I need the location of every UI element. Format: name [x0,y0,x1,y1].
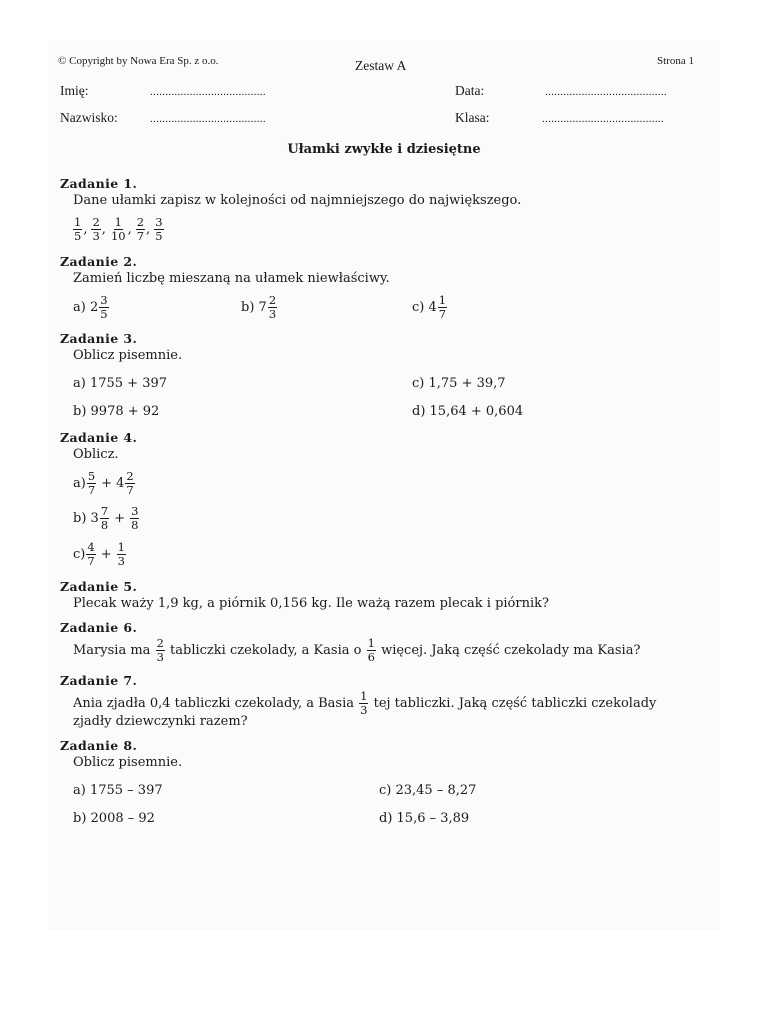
class-field[interactable]: ........................................ [542,113,664,125]
date-field[interactable]: ........................................ [545,86,667,98]
fraction: $\frac{1}{3}$ [117,540,125,568]
fraction: $\frac{5}{7}$ [87,469,96,497]
task-3-item-a: a) 1755 + 397 [73,376,168,391]
fraction: $\frac{3}{5}$ [155,215,163,243]
task-8-item-a: a) 1755 – 397 [73,783,163,798]
first-name-field[interactable]: ...................................... [150,86,266,98]
fraction: $\frac{1}{3}$ [360,689,368,717]
surname-field[interactable]: ...................................... [150,113,266,125]
task-1-heading: Zadanie 1. [60,176,138,191]
fraction: $\frac{4}{7}$ [87,540,95,568]
task-1-instruction: Dane ułamki zapisz w kolejności od najmniejszego do największego. [73,193,522,208]
task-2-item-a: a) 2 $\frac{3}{5}$ [73,293,108,321]
task-8-heading: Zadanie 8. [60,738,138,753]
surname-label: Nazwisko: [60,110,118,125]
set-name: Zestaw A [355,58,407,73]
task-7-heading: Zadanie 7. [60,673,138,688]
task-7-text: Ania zjadła 0,4 tabliczki czekolady, a Basia $\frac{1}{3}$ tej tabliczki. Jaką część tabliczki czekolady [73,689,657,717]
page-number: Strona 1 [657,55,694,67]
task-4-heading: Zadanie 4. [60,430,138,445]
fraction: $\frac{2}{3}$ [156,636,164,664]
task-5-heading: Zadanie 5. [60,579,138,594]
fraction: $\frac{3}{5}$ [100,293,108,321]
task-8-item-d: d) 15,6 – 3,89 [379,811,470,826]
fraction: $\frac{3}{8}$ [131,504,139,532]
task-5-text: Plecak waży 1,9 kg, a piórnik 0,156 kg. Ile ważą razem plecak i piórnik? [73,596,549,611]
task-6-text: Marysia ma $\frac{2}{3}$ tabliczki czekolady, a Kasia o $\frac{1}{6}$ więcej. Jaką część czekolady ma Kasia? [73,636,641,664]
fraction: $\frac{1}{6}$ [367,636,375,664]
task-2-item-b: b) 7 $\frac{2}{3}$ [241,293,277,321]
task-3-item-d: d) 15,64 + 0,604 [412,404,524,419]
task-6-heading: Zadanie 6. [60,620,138,635]
fraction: $\frac{1}{10}$ [110,215,126,243]
task-2-instruction: Zamień liczbę mieszaną na ułamek niewłaściwy. [73,271,390,286]
task-8-item-b: b) 2008 – 92 [73,811,155,826]
fraction: $\frac{2}{7}$ [126,469,134,497]
date-label: Data: [455,83,485,98]
task-4-instruction: Oblicz. [73,447,119,462]
fraction: $\frac{2}{3}$ [92,215,100,243]
task-3-heading: Zadanie 3. [60,331,138,346]
task-2-item-c: c) 4 $\frac{1}{7}$ [412,293,447,321]
class-label: Klasa: [455,110,490,125]
task-2-heading: Zadanie 2. [60,254,138,269]
task-1-fraction-list: $\frac{1}{5}$ , $\frac{2}{3}$ , $\frac{1}{10}$ , $\frac{2}{7}$ , $\frac{3}{5}$ [74,215,163,243]
task-4-item-a: a) $\frac{5}{7}$ + 4 $\frac{2}{7}$ [73,469,134,497]
task-8-instruction: Oblicz pisemnie. [73,755,183,770]
task-3-item-b: b) 9978 + 92 [73,404,160,419]
worksheet-title: Ułamki zwykłe i dziesiętne [287,142,481,157]
task-8-item-c: c) 23,45 – 8,27 [379,783,477,798]
task-3-item-c: c) 1,75 + 39,7 [412,376,506,391]
first-name-label: Imię: [60,83,89,98]
copyright-notice: © Copyright by Nowa Era Sp. z o.o. [58,55,219,67]
task-7-text-line2: zjadły dziewczynki razem? [73,714,248,729]
fraction: $\frac{7}{8}$ [100,504,109,532]
task-4-item-c: c) $\frac{4}{7}$ + $\frac{1}{3}$ [73,540,125,568]
fraction: $\frac{1}{5}$ [74,215,82,243]
task-3-instruction: Oblicz pisemnie. [73,348,183,363]
fraction: $\frac{1}{7}$ [438,293,447,321]
fraction: $\frac{2}{3}$ [268,293,277,321]
task-4-item-b: b) 3 $\frac{7}{8}$ + $\frac{3}{8}$ [73,504,139,532]
fraction: $\frac{2}{7}$ [136,215,145,243]
